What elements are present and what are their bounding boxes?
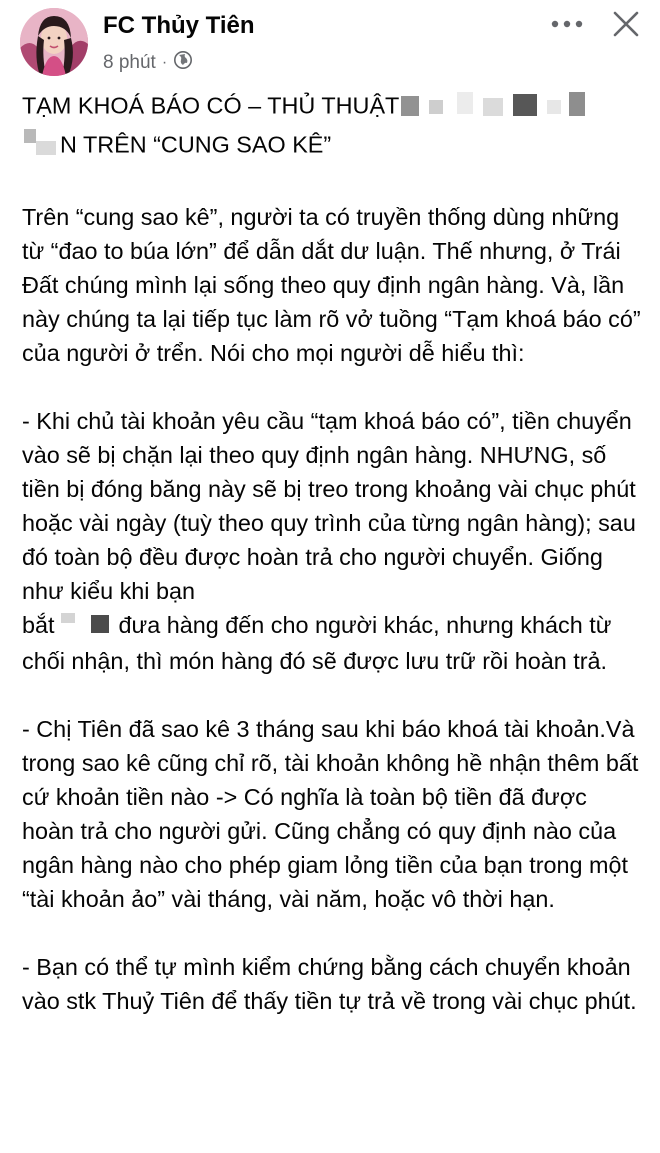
redacted-blur-2 xyxy=(22,127,60,166)
post-title-line1: TẠM KHOÁ BÁO CÓ – THỦ THUẬT xyxy=(22,92,400,119)
author-name[interactable]: FC Thủy Tiên xyxy=(103,12,255,39)
post-body xyxy=(22,88,642,1052)
close-button[interactable] xyxy=(606,4,646,44)
paragraph-4: - Bạn có thể tự mình kiểm chứng bằng cách chuyển khoản vào stk Thuỷ Tiên để thấy tiền tự trả về trong vài chục phút. xyxy=(22,954,637,1015)
paragraph-2-text: - Khi chủ tài khoản yêu cầu “tạm khoá báo có”, tiền chuyển vào sẽ bị chặn lại theo quy định ngân hàng. NHƯNG, số tiền bị đóng băng này sẽ bị treo trong khoảng vài chục phút hoặc vài ngày (tuỳ theo quy trình của từng ngân hàng); sau đó toàn bộ đều được hoàn trả cho người chuyển. Giống như kiểu khi bạn xyxy=(22,408,636,604)
meta-separator: · xyxy=(161,54,168,71)
paragraph-2-line7-start: bắt xyxy=(22,612,55,638)
paragraph-3: - Chị Tiên đã sao kê 3 tháng sau khi báo khoá tài khoản.Và trong sao kê cũng chỉ rõ, tài khoản không hề nhận thêm bất cứ khoản tiền nào -> Có nghĩa là toàn bộ tiền đã được hoàn trả cho người gửi. Cũng chẳng có quy định nào của ngân hàng nào cho phép giam lỏng tiền của bạn trong một “tài khoản ảo” vài tháng, vài năm, hoặc vô thời hạn. xyxy=(22,716,639,913)
more-icon xyxy=(550,19,584,29)
post-header xyxy=(0,0,660,90)
post-meta xyxy=(103,50,193,76)
avatar-image xyxy=(20,8,88,76)
post-time[interactable]: 8 phút xyxy=(103,52,156,73)
redacted-blur xyxy=(399,88,589,127)
redacted-blur-3 xyxy=(55,609,119,644)
more-button[interactable] xyxy=(545,10,589,38)
paragraph-2-line7-end: đưa hàng đến cho người khác, nhưng khách từ chối nhận, thì món hàng đó sẽ được lưu trữ rồi hoàn trả. xyxy=(22,612,612,675)
globe-icon xyxy=(173,50,193,76)
avatar[interactable] xyxy=(20,8,88,76)
paragraph-1: Trên “cung sao kê”, người ta có truyền thống dùng những từ “đao to búa lớn” để dẫn dắt dư luận. Thế nhưng, ở Trái Đất chúng mình lại sống theo quy định ngân hàng. Và, lần này chúng ta lại tiếp tục làm rõ vở tuồng “Tạm khoá báo có” của người ở trển. Nói cho mọi người dễ hiểu thì: xyxy=(22,204,641,366)
post-title-line2: N TRÊN “CUNG SAO KÊ” xyxy=(60,131,332,158)
close-icon xyxy=(612,10,640,38)
paragraph-2 xyxy=(22,404,642,678)
post-title xyxy=(22,88,642,166)
